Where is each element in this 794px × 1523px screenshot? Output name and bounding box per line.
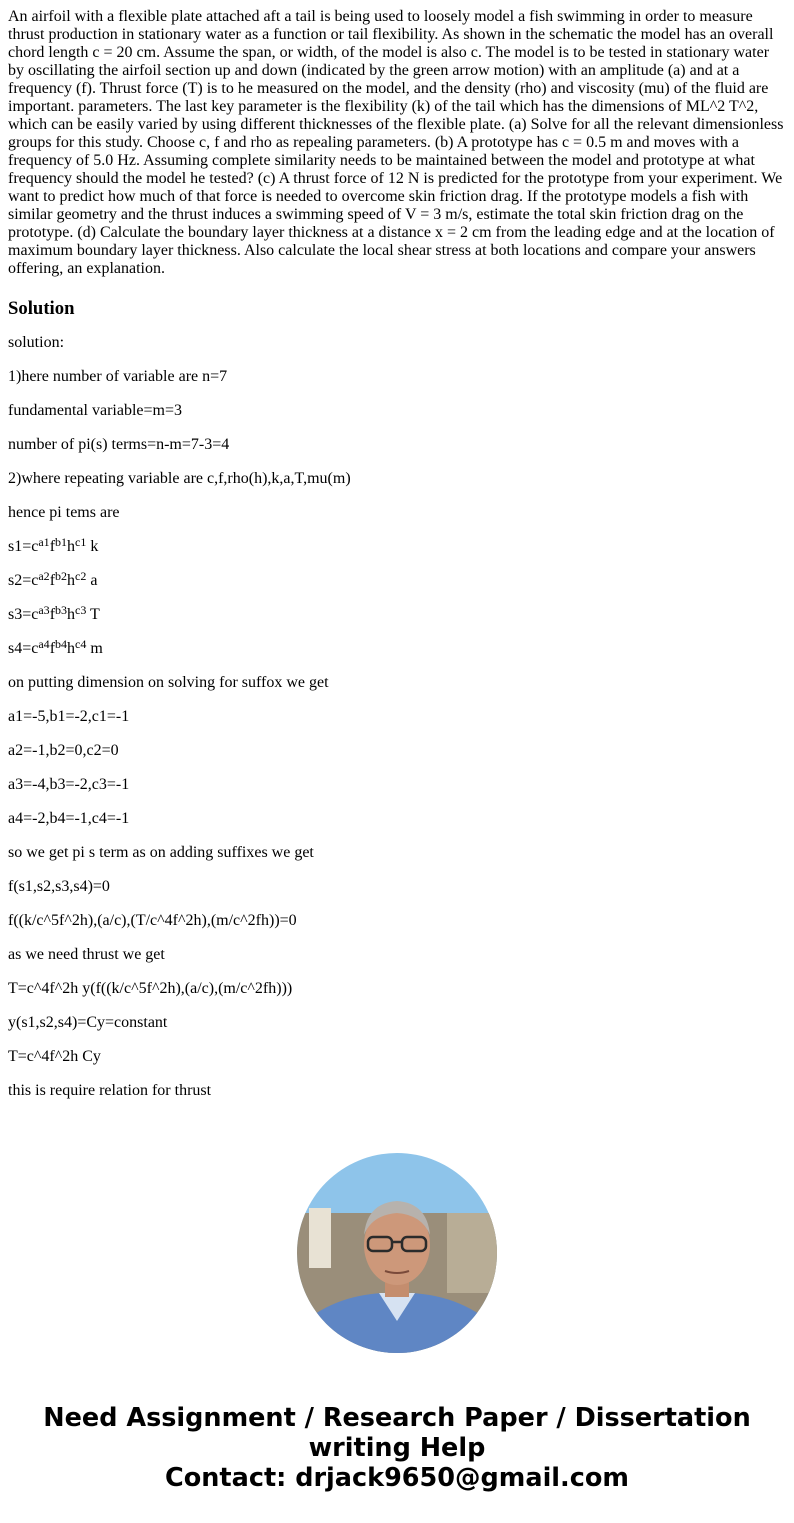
solution-line: solution: bbox=[8, 334, 65, 351]
solution-line: f((k/c^5f^2h),(a/c),(T/c^4f^2h),(m/c^2fh))=0 bbox=[8, 912, 297, 929]
solution-heading: Solution bbox=[8, 298, 75, 319]
solution-line: a3=-4,b3=-2,c3=-1 bbox=[8, 776, 130, 793]
pi-term-3: $s3=c^{a3}f^{b3}h^{c3}$ T bbox=[8, 603, 100, 623]
solution-line: so we get pi s term as on adding suffixes we get bbox=[8, 844, 314, 861]
solution-line: 2)where repeating variable are c,f,rho(h),k,a,T,mu(m) bbox=[8, 470, 351, 487]
solution-line: number of pi(s) terms=n-m=7-3=4 bbox=[8, 436, 230, 453]
avatar-icon bbox=[297, 1153, 497, 1353]
pi-term-2: $s2=c^{a2}f^{b2}h^{c2}$ a bbox=[8, 569, 98, 589]
solution-line: T=c^4f^2h y(f((k/c^5f^2h),(a/c),(m/c^2fh))) bbox=[8, 980, 293, 997]
footer-line: Need Assignment / Research Paper / Dissertation bbox=[43, 1403, 751, 1433]
solution-line: y(s1,s2,s4)=Cy=constant bbox=[8, 1014, 168, 1031]
solution-line: 1)here number of variable are n=7 bbox=[8, 368, 228, 385]
footer-contact: Contact: drjack9650@gmail.com bbox=[165, 1463, 629, 1493]
solution-line: fundamental variable=m=3 bbox=[8, 402, 182, 419]
pi-term-1: $s1=c^{a1}f^{b1}h^{c1}$ k bbox=[8, 535, 99, 555]
solution-line: f(s1,s2,s3,s4)=0 bbox=[8, 878, 110, 895]
solution-line: as we need thrust we get bbox=[8, 946, 165, 963]
author-photo bbox=[297, 1153, 497, 1353]
solution-line: a1=-5,b1=-2,c1=-1 bbox=[8, 708, 130, 725]
solution-line: a4=-2,b4=-1,c4=-1 bbox=[8, 810, 130, 827]
solution-line: T=c^4f^2h Cy bbox=[8, 1048, 101, 1065]
pi-term-4: $s4=c^{a4}f^{b4}h^{c4}$ m bbox=[8, 637, 103, 657]
solution-line: on putting dimension on solving for suffox we get bbox=[8, 674, 329, 691]
solution-line: this is require relation for thrust bbox=[8, 1082, 212, 1099]
solution-section bbox=[8, 334, 786, 1100]
solution-line: a2=-1,b2=0,c2=0 bbox=[8, 742, 119, 759]
solution-line: hence pi tems are bbox=[8, 504, 120, 521]
question-text: An airfoil with a flexible plate attached aft a tail is being used to loosely model a fish swimming in order to measure thrust production in stationary water as a function or tail flexibility. As shown in the schematic the model has an overall chord length c = 20 cm. Assume the span, or width, of the model is also c. The model is to be tested in stationary water by oscillating the airfoil section up and down (indicated by the green arrow motion) with an amplitude (a) and at a frequency (f). Thrust force (T) is to he measured on the model, and the density (rho) and viscosity (mu) of the fluid are important. parameters. The last key parameter is the flexibility (k) of the tail which has the dimensions of ML^2 T^2, which can be easily varied by using different thicknesses of the flexible plate. (a) Solve for all the relevant dimensionless groups for this study. Choose c, f and rho as repealing parameters. (b) A prototype has c = 0.5 m and moves with a frequency of 5.0 Hz. Assuming complete similarity needs to be maintained between the model and prototype at what frequency should the model he tested? (c) A thrust force of 12 N is predicted for the prototype from your experiment. We want to predict how much of that force is needed to overcome skin friction drag. If the prototype models a fish with similar geometry and the thrust induces a swimming speed of V = 3 m/s, estimate the total skin friction drag on the prototype. (d) Calculate the boundary layer thickness at a distance x = 2 cm from the leading edge and at the location of maximum boundary layer thickness. Also calculate the local shear stress at both locations and compare your answers offering, an explanation. bbox=[8, 8, 784, 277]
footer-banner bbox=[0, 1403, 794, 1493]
footer-line: writing Help bbox=[308, 1433, 486, 1463]
